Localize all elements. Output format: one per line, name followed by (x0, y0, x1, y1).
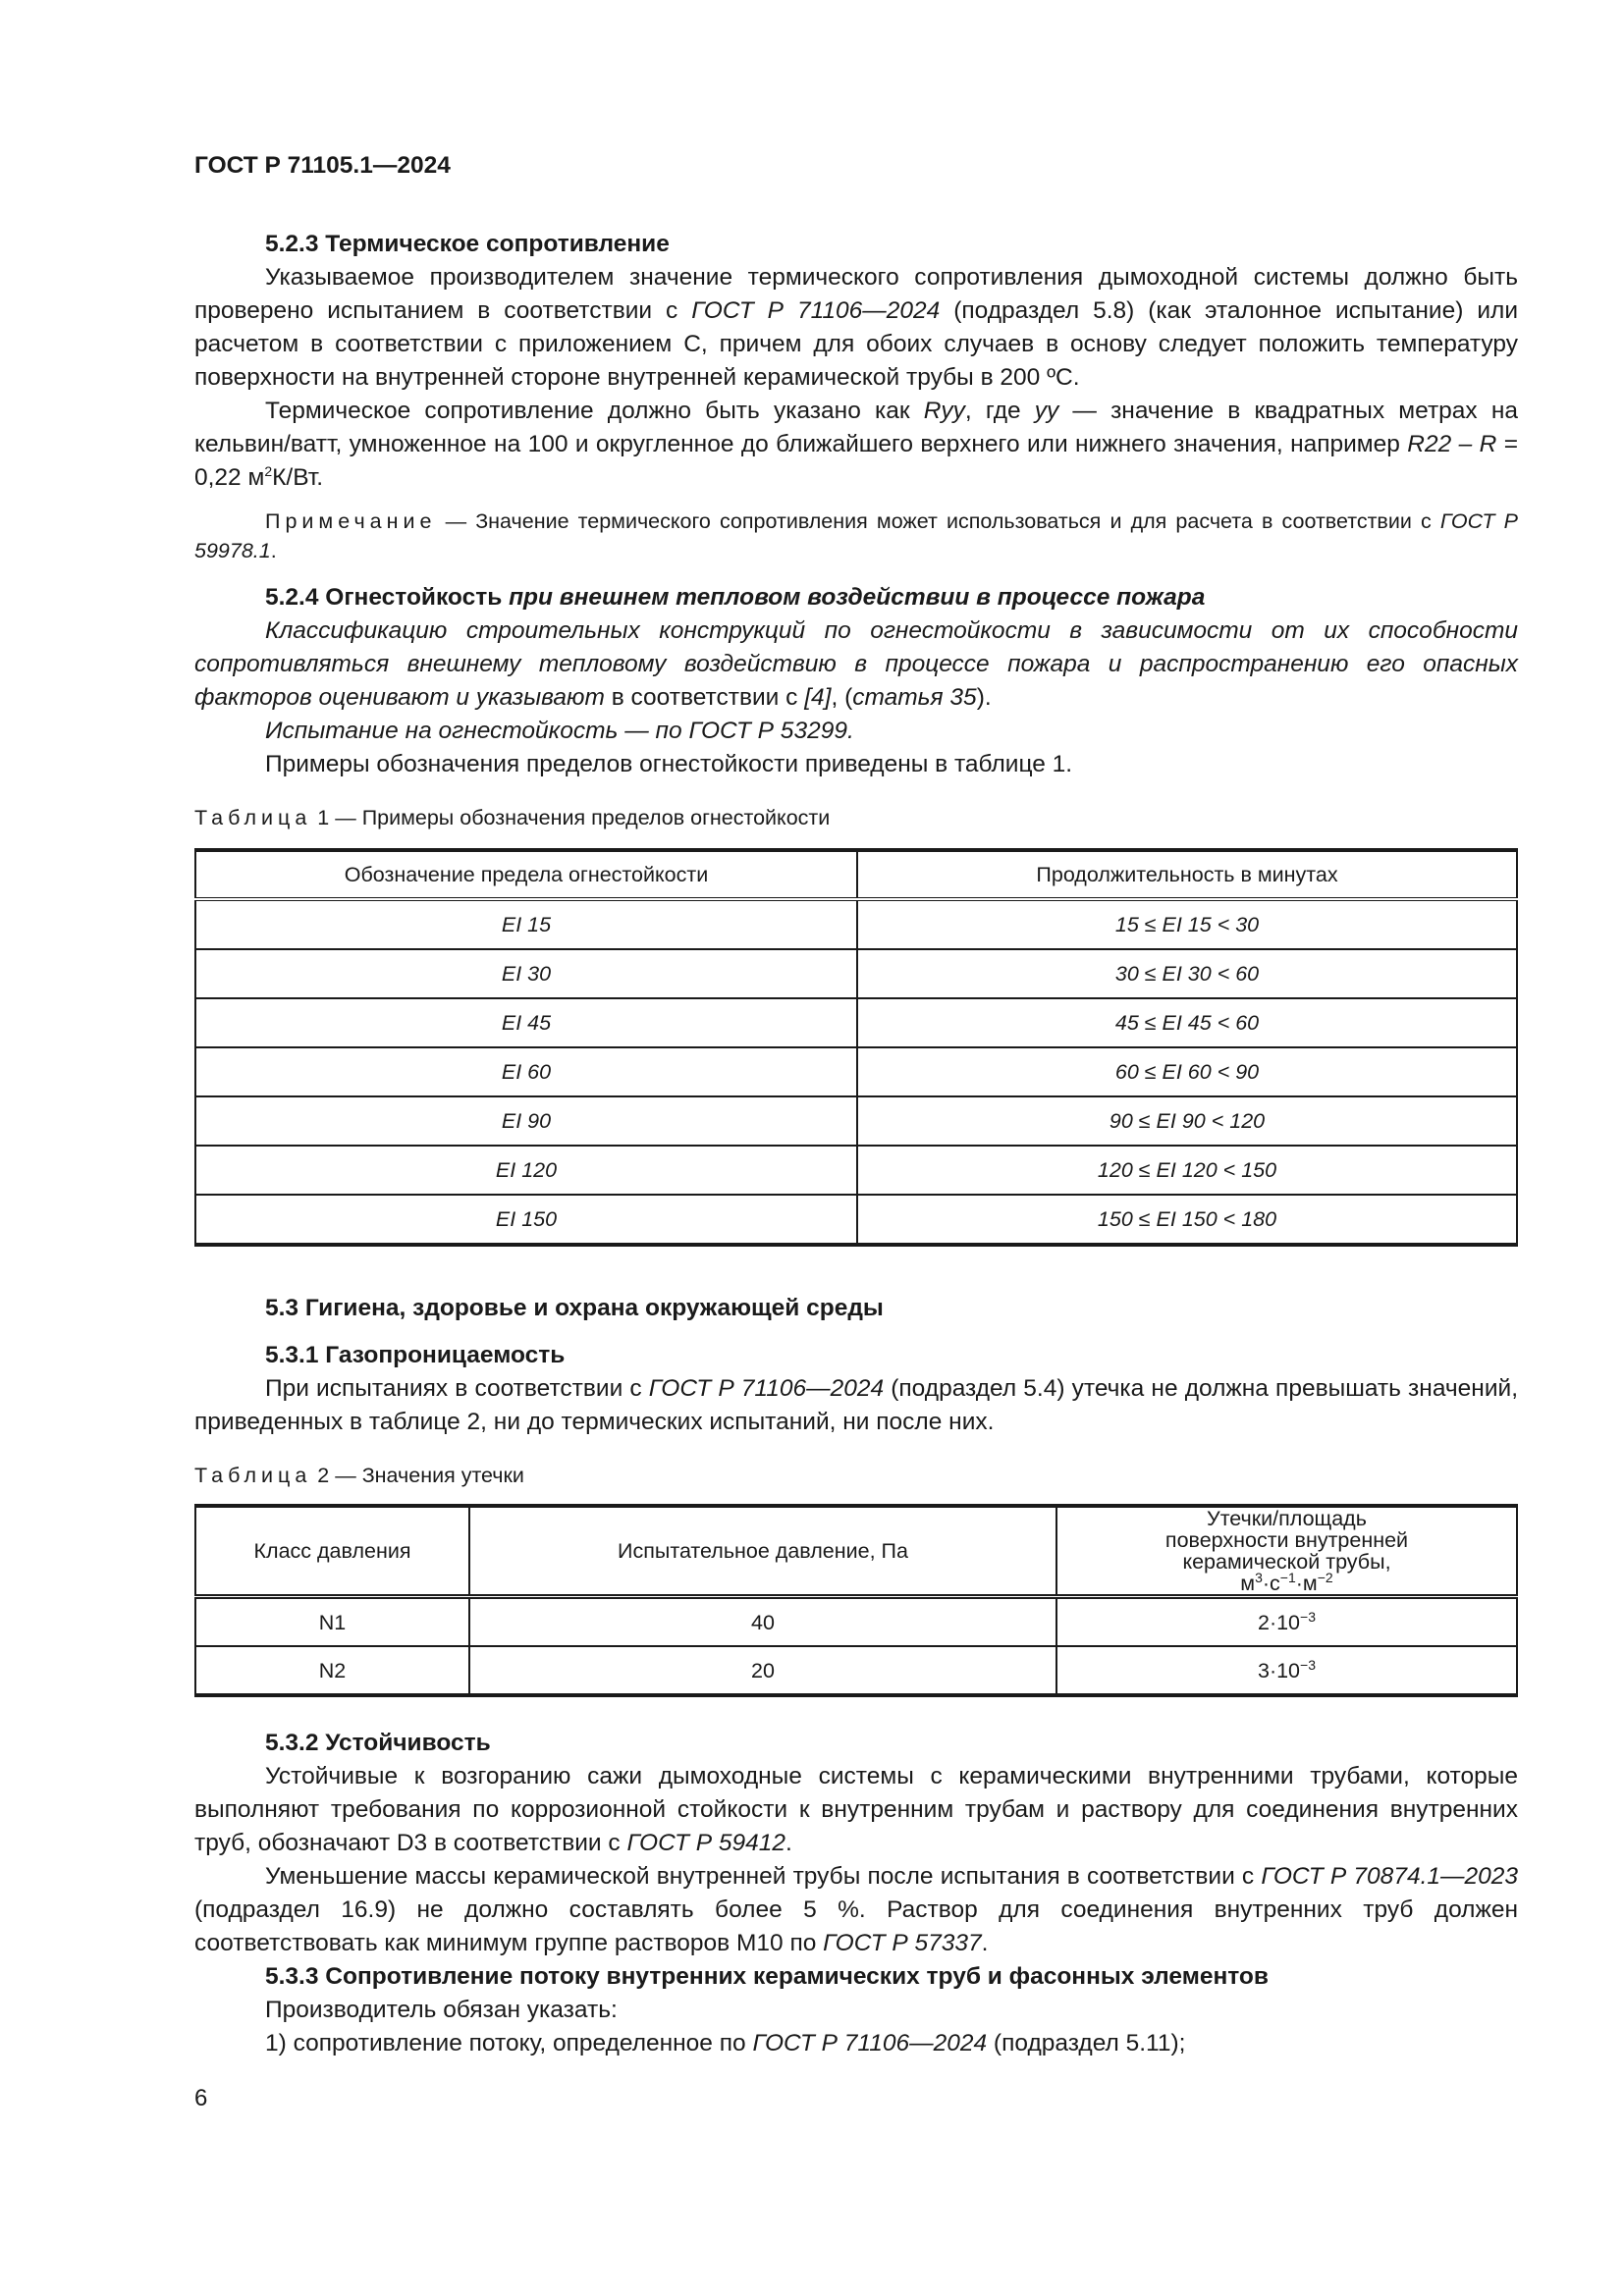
text-segment: — значение в квадратных метрах на кельвин/ватт, умноженное на 100 и округленное до ближайшего верхнего или нижнего значения, например (194, 398, 1518, 457)
text-segment: ГОСТ Р 71106—2024 (648, 1375, 885, 1402)
table-cell: 60 ≤ EI 60 < 90 (857, 1047, 1517, 1096)
table-header-cell: Класс давления (195, 1506, 469, 1597)
table-row (195, 1597, 1517, 1647)
text-segment: Ryy (923, 398, 965, 424)
text-segment: Устойчивые к возгоранию сажи дымоходные системы с керамическими внутренними трубами, которые выполняют требования по коррозионной стойкости к внутренним трубам и раствору для соединения внутренних труб, обозначают D3 в соответствии с (194, 1763, 1518, 1856)
table-cell: 40 (469, 1597, 1056, 1647)
paragraph (194, 614, 1518, 715)
table-cell: N2 (195, 1646, 469, 1695)
text-segment: ·с (1262, 1572, 1280, 1595)
text-segment: Таблица (194, 1464, 312, 1487)
text-segment: 5.2.3 Термическое сопротивление (265, 231, 670, 257)
table-row (195, 899, 1517, 949)
text-segment: . (785, 1830, 792, 1856)
table-header-cell: Испытательное давление, Па (469, 1506, 1056, 1597)
table-row (195, 998, 1517, 1047)
table-2 (194, 1504, 1518, 1697)
page-number: 6 (194, 2085, 208, 2111)
text-segment: 3·10 (1257, 1658, 1301, 1682)
text-segment: ГОСТ Р 59978.1 (194, 509, 1518, 562)
text-segment: Утечки/площадь поверхности внутренней керамической трубы, м (1164, 1507, 1409, 1595)
section-heading-5-3 (194, 1292, 1518, 1325)
table-cell: 90 ≤ EI 90 < 120 (857, 1096, 1517, 1146)
document-header: ГОСТ Р 71105.1—2024 (194, 152, 451, 179)
text-segment: −3 (1300, 1608, 1316, 1625)
note (194, 507, 1518, 565)
paragraph (194, 1994, 1518, 2027)
text-segment: 2·10 (1257, 1610, 1301, 1634)
table-row (195, 1096, 1517, 1146)
text-segment: в соответствии с (604, 684, 805, 711)
text-segment: , ( (831, 684, 853, 711)
text-segment: 3 (1255, 1569, 1263, 1585)
text-segment: 5.3 Гигиена, здоровье и охрана окружающей среды (265, 1295, 884, 1321)
section-heading-5-3-3 (194, 1960, 1518, 1994)
text-segment: Классификацию строительных конструкций по огнестойкости в зависимости от их способности сопротивляться внешнему тепловому воздействию в процессе пожара и распространению его опасных факторов оценивают и указывают (194, 617, 1518, 711)
paragraph (194, 1372, 1518, 1439)
text-segment: yy (1034, 398, 1059, 424)
text-segment: ГОСТ Р 57337 (823, 1930, 982, 1956)
table-cell: 15 ≤ EI 15 < 30 (857, 899, 1517, 949)
table-header-cell: Продолжительность в минутах (857, 850, 1517, 899)
table-cell: 30 ≤ EI 30 < 60 (857, 949, 1517, 998)
table-1-caption (194, 801, 1518, 834)
table-header-cell (1056, 1506, 1517, 1597)
paragraph (194, 1860, 1518, 1960)
text-segment: (подраздел 5.11); (987, 2030, 1186, 2056)
table-row (195, 1195, 1517, 1245)
text-segment: 1) сопротивление потоку, определенное по (265, 2030, 753, 2056)
text-segment: . (981, 1930, 989, 1956)
section-heading-5-2-4 (194, 581, 1518, 614)
table-cell: EI 45 (195, 998, 857, 1047)
table-cell: 20 (469, 1646, 1056, 1695)
text-segment: , где (964, 398, 1035, 424)
table-cell: EI 15 (195, 899, 857, 949)
table-2-caption (194, 1459, 1518, 1492)
table-cell: EI 90 (195, 1096, 857, 1146)
table-cell: 45 ≤ EI 45 < 60 (857, 998, 1517, 1047)
table-cell: EI 30 (195, 949, 857, 998)
table-cell: 150 ≤ EI 150 < 180 (857, 1195, 1517, 1245)
table-row (195, 1047, 1517, 1096)
text-segment: ГОСТ Р 71106—2024 (691, 297, 941, 324)
section-heading-5-2-3 (194, 228, 1518, 261)
table-1 (194, 848, 1518, 1247)
text-segment: −1 (1279, 1569, 1296, 1585)
text-segment: ·м (1295, 1572, 1318, 1595)
paragraph (194, 715, 1518, 748)
table-cell: EI 60 (195, 1047, 857, 1096)
page-content (194, 149, 1518, 2060)
text-segment: 1 — Примеры обозначения пределов огнестойкости (311, 806, 831, 829)
text-segment: = 0,22 м (194, 431, 1518, 491)
text-segment: ГОСТ Р 70874.1—2023 (1261, 1863, 1518, 1890)
text-segment: при внешнем тепловом воздействии в процессе пожара (509, 584, 1206, 611)
text-segment: [4] (804, 684, 832, 711)
table-cell: EI 120 (195, 1146, 857, 1195)
text-segment: (подраздел 16.9) не должно составлять более 5 %. Раствор для соединения внутренних труб должен соответствовать как минимум группе растворов М10 по (194, 1896, 1518, 1956)
text-segment: 5.2.4 Огнестойкость (265, 584, 510, 611)
list-item (194, 2027, 1518, 2060)
text-segment: Таблица (194, 806, 312, 829)
text-segment: При испытаниях в соответствии с (265, 1375, 649, 1402)
table-row (195, 1146, 1517, 1195)
table-cell (1056, 1646, 1517, 1695)
text-segment: Указываемое производителем значение термического сопротивления дымоходной системы должно быть проверено испытанием в соответствии с (194, 264, 1518, 324)
text-segment: −2 (1317, 1569, 1333, 1585)
table-cell (1056, 1597, 1517, 1647)
text-segment: Примеры обозначения пределов огнестойкости приведены в таблице 1. (265, 751, 1073, 777)
paragraph (194, 1760, 1518, 1860)
text-segment: Примечание (265, 509, 437, 533)
table-cell: EI 150 (195, 1195, 857, 1245)
table-header-cell: Обозначение предела огнестойкости (195, 850, 857, 899)
text-segment: Испытание на огнестойкость — по ГОСТ Р 53299. (265, 718, 854, 744)
text-segment: 5.3.1 Газопроницаемость (265, 1342, 566, 1368)
text-segment: (подраздел 5.8) (как эталонное испытание) или расчетом в соответствии с приложением С, причем для обоих случаев в основу следует положить температуру поверхности на внутренней стороне внутренней керамической трубы в 200 ºС. (194, 297, 1518, 391)
paragraph (194, 748, 1518, 781)
paragraph (194, 261, 1518, 395)
table-cell: 120 ≤ EI 120 < 150 (857, 1146, 1517, 1195)
text-segment: Термическое сопротивление должно быть указано как (265, 398, 924, 424)
table-row (195, 1646, 1517, 1695)
text-segment: Уменьшение массы керамической внутренней трубы после испытания в соответствии с (265, 1863, 1262, 1890)
table-cell: N1 (195, 1597, 469, 1647)
section-heading-5-3-1 (194, 1339, 1518, 1372)
table-row (195, 949, 1517, 998)
text-segment: −3 (1300, 1656, 1316, 1673)
paragraph (194, 395, 1518, 495)
text-segment: — Значение термического сопротивления может использоваться и для расчета в соответствии с (436, 509, 1440, 533)
text-segment: 2 — Значения утечки (311, 1464, 524, 1487)
text-segment: ). (976, 684, 992, 711)
text-segment: R22 – R (1407, 431, 1497, 457)
text-segment: ГОСТ Р 71106—2024 (752, 2030, 988, 2056)
section-heading-5-3-2 (194, 1727, 1518, 1760)
text-segment: 5.3.3 Сопротивление потоку внутренних керамических труб и фасонных элементов (265, 1963, 1269, 1990)
text-segment: 2 (264, 462, 273, 479)
text-segment: (подраздел 5.4) утечка не должна превышать значений, приведенных в таблице 2, ни до термических испытаний, ни после них. (194, 1375, 1519, 1435)
text-segment: ГОСТ Р 59412 (626, 1830, 785, 1856)
text-segment: . (270, 539, 277, 562)
text-segment: 5.3.2 Устойчивость (265, 1730, 491, 1756)
text-segment: статья 35 (852, 684, 977, 711)
text-segment: К/Вт. (272, 464, 324, 491)
text-segment: Производитель обязан указать: (265, 1997, 618, 2023)
